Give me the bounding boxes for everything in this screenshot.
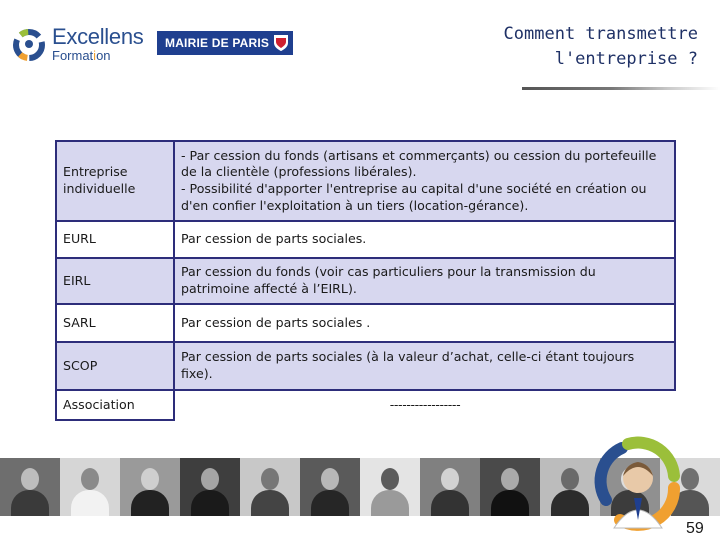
legal-forms-table bbox=[55, 140, 676, 421]
form-cell: EURL bbox=[56, 221, 174, 258]
page-number: 59 bbox=[686, 520, 704, 537]
person-photo bbox=[420, 458, 480, 516]
table-row bbox=[56, 258, 675, 304]
table-row bbox=[56, 390, 675, 420]
form-cell: SCOP bbox=[56, 342, 174, 390]
excellens-logo bbox=[10, 24, 150, 64]
person-photo bbox=[240, 458, 300, 516]
description-line: - Par cession du fonds (artisans et commerçants) ou cession du portefeuille de la clientèle (professions libérales). bbox=[181, 147, 657, 180]
logo-name: Excellens bbox=[52, 24, 144, 49]
mairie-de-paris-logo bbox=[157, 31, 293, 55]
excellens-people-logo-icon bbox=[592, 436, 684, 532]
person-photo bbox=[540, 458, 600, 516]
paris-emblem-icon bbox=[272, 33, 290, 53]
form-cell: EIRL bbox=[56, 258, 174, 304]
description-cell: Par cession de parts sociales (à la valeur d’achat, celle-ci étant toujours fixe). bbox=[174, 342, 675, 390]
description-line: - Possibilité d'apporter l'entreprise au capital d'une société en création ou d'en confier l'exploitation à un tiers (location-gérance). bbox=[181, 181, 647, 213]
table-row bbox=[56, 342, 675, 390]
slide-title-line-1: Comment transmettre bbox=[503, 24, 698, 44]
description-cell: Par cession du fonds (voir cas particuliers pour la transmission du patrimoine affecté à l’EIRL). bbox=[174, 258, 675, 304]
description-cell bbox=[174, 141, 675, 221]
person-photo bbox=[480, 458, 540, 516]
description-cell: Par cession de parts sociales. bbox=[174, 221, 675, 258]
person-photo bbox=[180, 458, 240, 516]
person-photo bbox=[300, 458, 360, 516]
description-cell: ----------------- bbox=[174, 390, 675, 420]
person-photo bbox=[60, 458, 120, 516]
person-photo bbox=[120, 458, 180, 516]
table-row bbox=[56, 141, 675, 221]
form-cell: Association bbox=[56, 390, 174, 420]
logo-subtitle: Formation bbox=[52, 48, 111, 63]
table-row bbox=[56, 304, 675, 342]
mairie-label: MAIRIE DE PARIS bbox=[165, 36, 270, 50]
description-cell: Par cession de parts sociales . bbox=[174, 304, 675, 342]
form-cell: Entreprise individuelle bbox=[56, 141, 174, 221]
form-cell: SARL bbox=[56, 304, 174, 342]
excellens-ring-logo-icon bbox=[10, 26, 48, 64]
title-underline bbox=[522, 87, 720, 90]
slide-title bbox=[398, 22, 698, 72]
table-row bbox=[56, 221, 675, 258]
person-photo bbox=[0, 458, 60, 516]
slide-title-line-2: l'entreprise ? bbox=[554, 49, 698, 69]
person-photo bbox=[360, 458, 420, 516]
